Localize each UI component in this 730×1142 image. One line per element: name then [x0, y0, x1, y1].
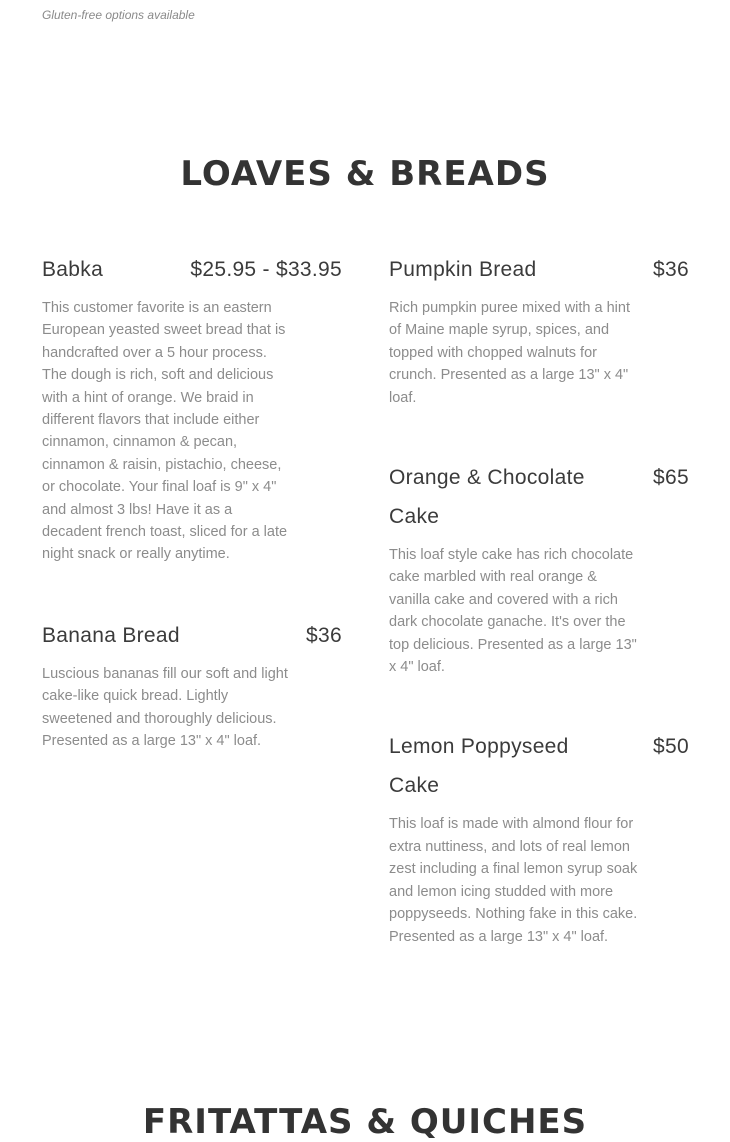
menu-item-pumpkin-bread — [389, 250, 689, 409]
menu-item-name: Babka — [42, 258, 104, 281]
menu-item-description: This customer favorite is an eastern European yeasted sweet bread that is handcrafted over a 5 hour process. The dough is rich, soft and delicious with a hint of orange. We braid in different flavors that include either cinnamon, cinnamon & pecan, cinnamon & raisin, pistachio, cheese, or chocolate. Your final loaf is 9" x 4" and almost 3 lbs! Have it as a decadent french toast, sliced for a late night snack or really anytime. — [42, 300, 288, 563]
menu-item-babka — [42, 250, 342, 566]
section-title-fritattas-quiches: FRITATTAS & QUICHES — [142, 1102, 588, 1142]
menu-item-price: $65 — [653, 466, 689, 490]
menu-item-price: $36 — [653, 258, 689, 281]
menu-item-header — [389, 250, 689, 289]
menu-item-lemon-poppyseed-cake — [389, 727, 689, 947]
menu-item-header — [42, 616, 342, 655]
menu-item-name: Lemon Poppyseed Cake — [389, 735, 569, 798]
menu-item-banana-bread — [42, 616, 342, 753]
menu-item-name: Banana Bread — [42, 623, 180, 647]
menu-column-right — [389, 250, 689, 948]
menu-item-description: This loaf is made with almond flour for extra nuttiness, and lots of real lemon zest including a final lemon syrup soak and lemon icing studded with more poppyseeds. Nothing fake in this cake. Presented as a large 13" x 4" loaf. — [389, 816, 638, 945]
gluten-free-note: Gluten-free options available — [42, 8, 195, 22]
menu-item-name: Pumpkin Bread — [389, 258, 537, 281]
menu-item-price: $25.95 - $33.95 — [190, 258, 342, 281]
section-title-loaves-breads: LOAVES & BREADS — [180, 154, 550, 194]
menu-item-price: $36 — [306, 623, 342, 647]
menu-item-header — [42, 250, 342, 289]
menu-item-description: This loaf style cake has rich chocolate cake marbled with real orange & vanilla cake and covered with a rich dark chocolate ganache. It's over the top delicious. Presented as a large 13" x 4" loaf. — [389, 547, 637, 676]
menu-item-header — [389, 458, 689, 536]
menu-column-left — [42, 250, 342, 753]
menu-item-price: $50 — [653, 735, 689, 759]
menu-item-orange-chocolate-cake — [389, 458, 689, 678]
menu-item-header — [389, 727, 689, 805]
menu-item-description: Luscious bananas fill our soft and light cake-like quick bread. Lightly sweetened and thoroughly delicious. Presented as a large 13" x 4" loaf. — [42, 665, 288, 750]
menu-item-name: Orange & Chocolate Cake — [389, 466, 585, 529]
menu-item-description: Rich pumpkin puree mixed with a hint of Maine maple syrup, spices, and topped with chopped walnuts for crunch. Presented as a large 13" x 4" loaf. — [389, 300, 630, 406]
